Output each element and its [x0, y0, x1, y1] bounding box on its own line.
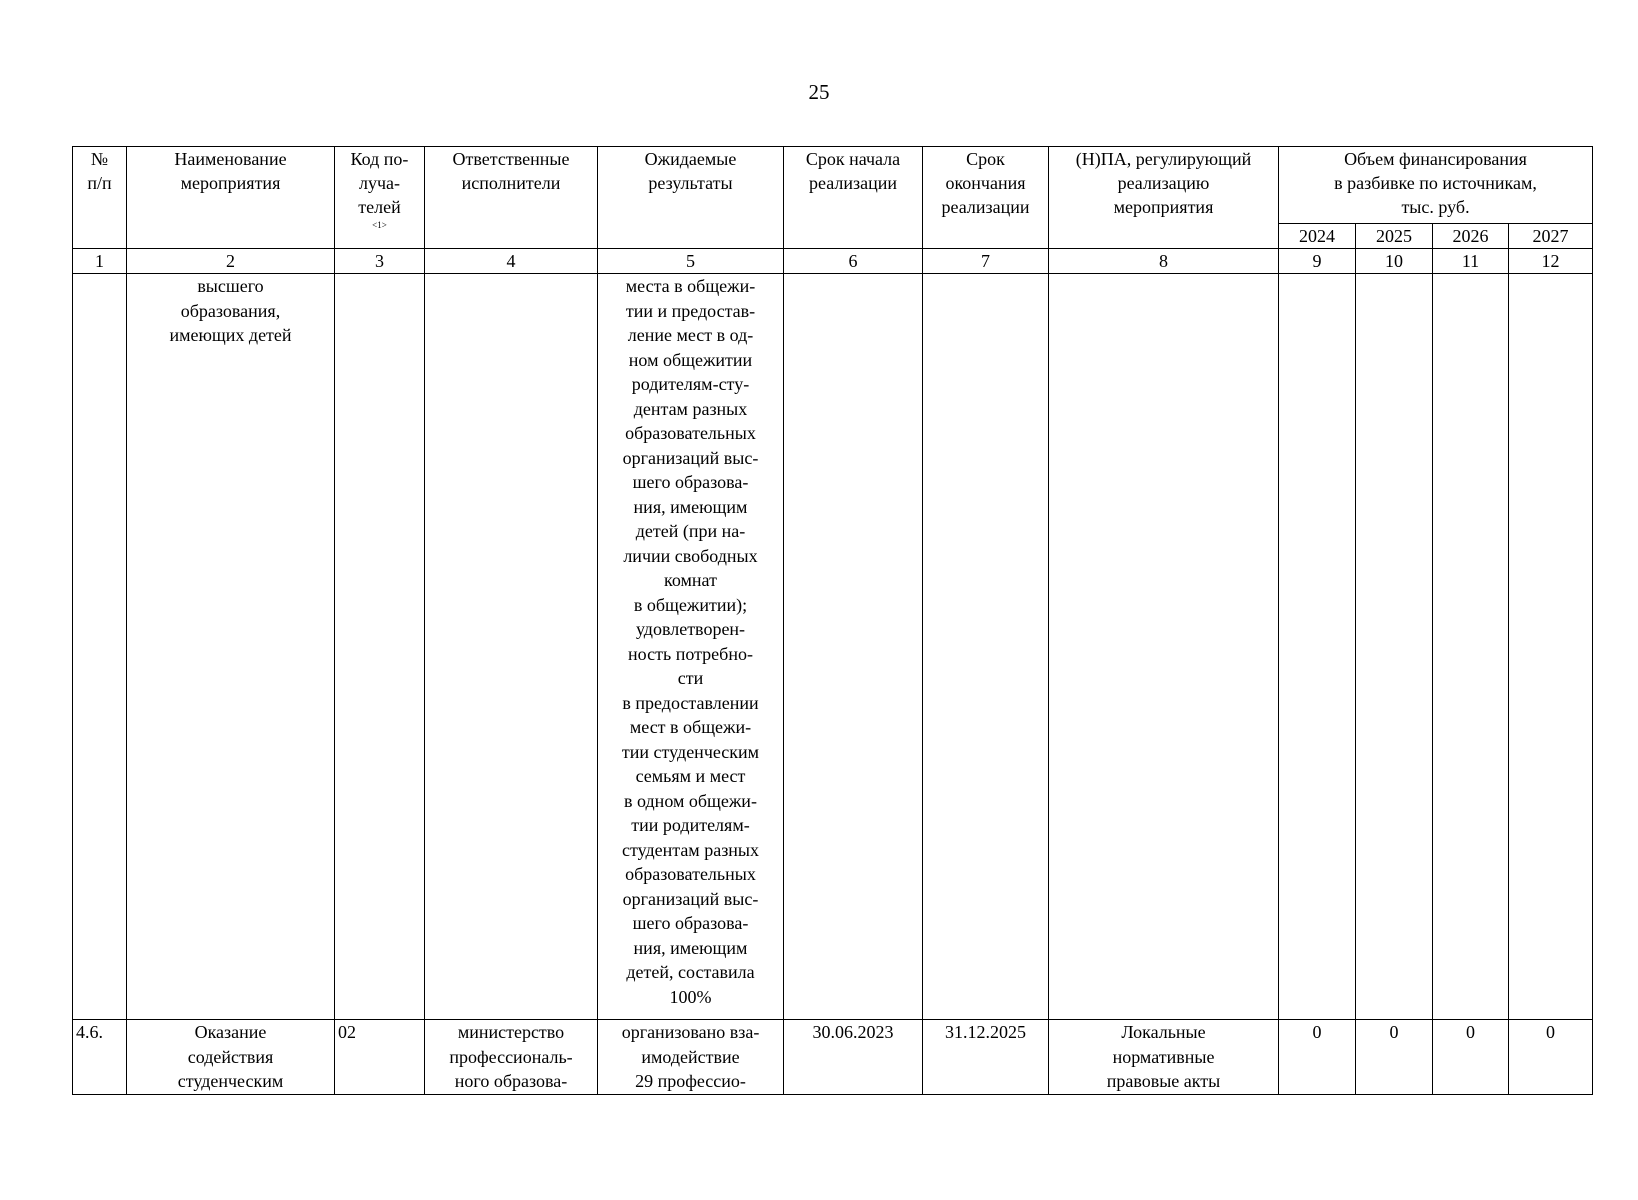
- column-number: 10: [1356, 249, 1433, 274]
- cell-2026: 0: [1433, 1020, 1509, 1095]
- cell-name: высшего образования, имеющих детей: [127, 274, 335, 1020]
- column-number-row: [73, 249, 1593, 274]
- header-num: № п/п: [73, 147, 127, 249]
- cell-code: 02: [335, 1020, 425, 1095]
- header-year-2026: 2026: [1433, 224, 1509, 249]
- cell-2024: 0: [1279, 1020, 1356, 1095]
- header-code-label: Код по- луча- телей: [350, 149, 409, 217]
- cell-npa: Локальные нормативные правовые акты: [1049, 1020, 1279, 1095]
- header-row: [73, 147, 1593, 224]
- header-end: Срок окончания реализации: [923, 147, 1049, 249]
- cell-num: 4.6.: [73, 1020, 127, 1095]
- table-row: [73, 274, 1593, 1020]
- header-year-2027: 2027: [1509, 224, 1593, 249]
- column-number: 6: [784, 249, 923, 274]
- column-number: 5: [598, 249, 784, 274]
- header-start: Срок начала реализации: [784, 147, 923, 249]
- header-results: Ожидаемые результаты: [598, 147, 784, 249]
- cell-start: 30.06.2023: [784, 1020, 923, 1095]
- cell-2024: [1279, 274, 1356, 1020]
- column-number: 12: [1509, 249, 1593, 274]
- cell-2025: [1356, 274, 1433, 1020]
- cell-2027: [1509, 274, 1593, 1020]
- column-number: 7: [923, 249, 1049, 274]
- cell-end: [923, 274, 1049, 1020]
- header-code: [335, 147, 425, 249]
- column-number: 1: [73, 249, 127, 274]
- header-funding: Объем финансирования в разбивке по источникам, тыс. руб.: [1279, 147, 1593, 224]
- cell-end: 31.12.2025: [923, 1020, 1049, 1095]
- header-year-2024: 2024: [1279, 224, 1356, 249]
- column-number: 11: [1433, 249, 1509, 274]
- page-number: 25: [808, 80, 830, 104]
- column-number: 8: [1049, 249, 1279, 274]
- cell-results: организовано вза- имодействие 29 профессио-: [598, 1020, 784, 1095]
- measures-table: [72, 146, 1593, 1095]
- cell-2025: 0: [1356, 1020, 1433, 1095]
- cell-results: места в общежи- тии и предостав- ление мест в од- ном общежитии родителям-сту- дентам разных образовательных организаций выс- шего образова- ния, имеющим детей (при на- личии свободных комнат в общежитии); удовлетворен- ность потребно- сти в предоставлении мест в общежи- тии студенческим семьям и мест в одном общежи- тии родителям- студентам разных образовательных организаций выс- шего образова- ния, имеющим детей, составила 100%: [598, 274, 784, 1020]
- column-number: 3: [335, 249, 425, 274]
- cell-executors: [425, 274, 598, 1020]
- header-name: Наименование мероприятия: [127, 147, 335, 249]
- cell-executors: министерство профессиональ- ного образова-: [425, 1020, 598, 1095]
- column-number: 4: [425, 249, 598, 274]
- column-number: 2: [127, 249, 335, 274]
- header-npa: (Н)ПА, регулирующий реализацию мероприятия: [1049, 147, 1279, 249]
- cell-code: [335, 274, 425, 1020]
- cell-npa: [1049, 274, 1279, 1020]
- cell-2026: [1433, 274, 1509, 1020]
- cell-name: Оказание содействия студенческим: [127, 1020, 335, 1095]
- cell-start: [784, 274, 923, 1020]
- header-executors: Ответственные исполнители: [425, 147, 598, 249]
- header-code-note: <1>: [372, 220, 387, 230]
- cell-2027: 0: [1509, 1020, 1593, 1095]
- column-number: 9: [1279, 249, 1356, 274]
- header-year-2025: 2025: [1356, 224, 1433, 249]
- table-row: [73, 1020, 1593, 1095]
- cell-num: [73, 274, 127, 1020]
